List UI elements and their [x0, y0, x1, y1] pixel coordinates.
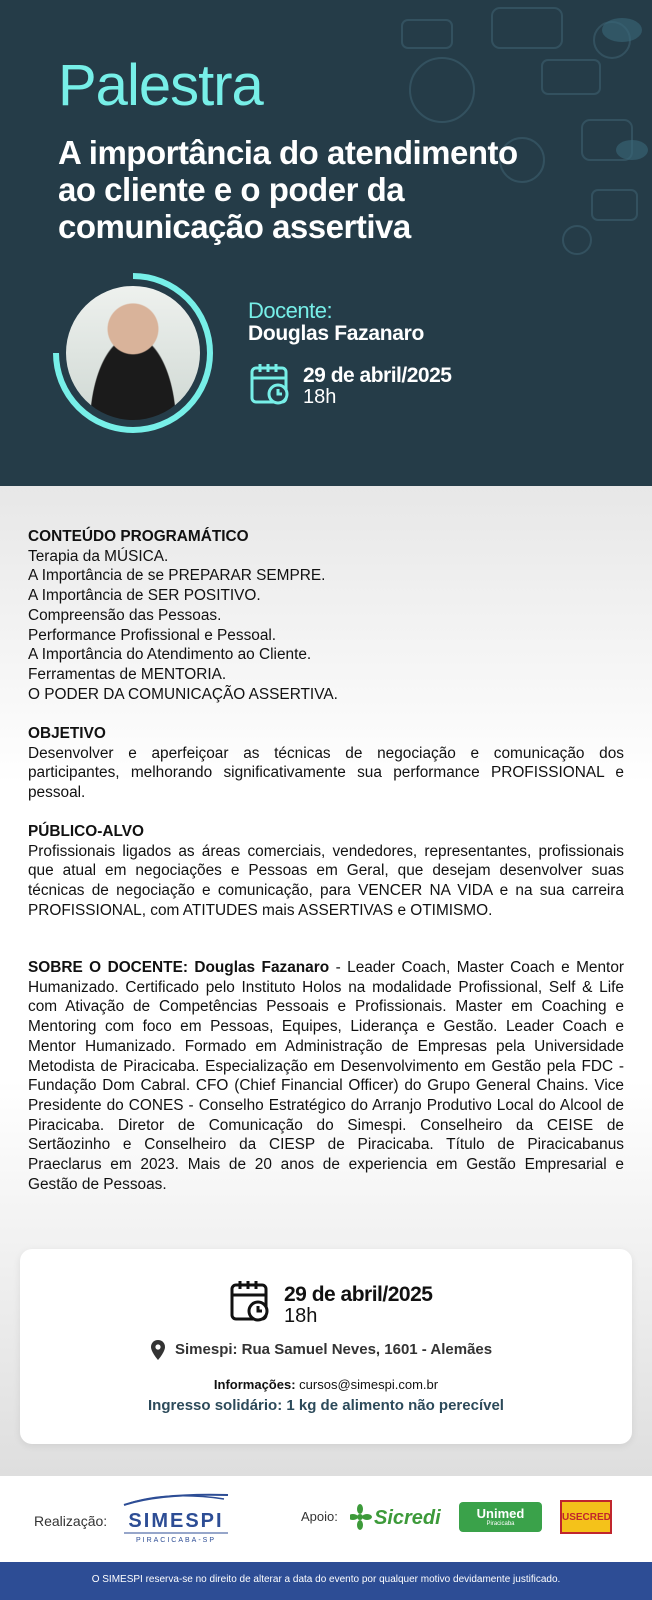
unimed-sub: Piracicaba	[486, 1521, 515, 1527]
section-title: OBJETIVO	[28, 725, 106, 742]
docente-name: Douglas Fazanaro	[248, 322, 425, 345]
header-banner	[0, 0, 652, 486]
apoio-label: Apoio:	[301, 1509, 338, 1524]
section-title: CONTEÚDO PROGRAMÁTICO	[28, 528, 249, 545]
event-time: 18h	[303, 386, 337, 408]
list-item: A Importância de se PREPARAR SEMPRE.	[28, 567, 326, 585]
usecred-logo	[560, 1500, 612, 1534]
publico-section	[28, 822, 624, 921]
section-text: - Leader Coach, Master Coach e Mentor Humanizado. Certificado pelo Instituto Holos na modalidade Profissional, Self & Life com Ativação de Competências Pessoais e Profissionais. Master em Coaching e Mentoring com foco em Pessoas, Equipes, Liderança e Gestão. Leader Coach e Mentor Humanizado. Formado em Administração de Empresas pela Universidade Metodista de Piracicaba. Especialização em Desenvolvimento em Gestão pela FDC - Fundação Dom Cabral. CFO (Chief Financial Officer) do Grupo General Chains. Vice Presidente do CONES - Conselho Estratégico do Arranjo Produtivo Local do Alcool de Piracicaba. Diretor de Comunicação do Simespi. Conselheiro da CEISE de Sertãozinho e Conselheiro da CIESP de Piracicaba. Título de Piracicabanus Praeclarus em 2023. Mais de 20 anos de experiencia em Gestão Empresarial e Gestão de Pessoas.	[28, 959, 624, 1193]
title-line: comunicação assertiva	[58, 208, 411, 245]
unimed-logo	[459, 1502, 542, 1532]
sponsors-bar	[0, 1476, 652, 1562]
docente-label: Docente:	[248, 298, 333, 323]
info-contact	[20, 1377, 632, 1392]
title-line: ao cliente e o poder da	[58, 171, 405, 208]
simespi-sub: PIRACICABA-SP	[135, 1537, 217, 1544]
usecred-name: USECRED	[562, 1512, 611, 1523]
section-title: PÚBLICO-ALVO	[28, 823, 144, 840]
objetivo-section	[28, 724, 624, 803]
speaker-photo	[52, 272, 214, 434]
simespi-swoosh-icon	[120, 1491, 232, 1545]
sicredi-name: Sicredi	[374, 1507, 441, 1529]
event-info-card	[20, 1249, 632, 1444]
list-item: Compreensão das Pessoas.	[28, 606, 222, 624]
card-date: 29 de abril/2025	[284, 1283, 433, 1306]
event-address: Simespi: Rua Samuel Neves, 1601 - Alemães	[175, 1341, 493, 1358]
list-item: Performance Profissional e Pessoal.	[28, 626, 277, 644]
section-title: SOBRE O DOCENTE: Douglas Fazanaro	[28, 959, 330, 976]
event-title	[58, 134, 578, 245]
list-item: Terapia da MÚSICA.	[28, 547, 169, 565]
calendar-clock-icon	[250, 362, 290, 406]
title-line: A importância do atendimento	[58, 134, 518, 171]
list-item: A Importância do Atendimento ao Cliente.	[28, 646, 312, 664]
ingresso-note: Ingresso solidário: 1 kg de alimento não perecível	[148, 1397, 504, 1414]
info-email-link[interactable]: cursos@simespi.com.br	[299, 1377, 439, 1392]
card-time: 18h	[284, 1305, 318, 1327]
sicredi-logo	[350, 1500, 442, 1534]
section-text: Profissionais ligados as áreas comerciais, vendedores, representantes, profissionais que atual em negociações e Pessoas em Geral, que desejam desenvolver suas técnicas de negociação e comunicação, para VENCER NA VIDA e na sua carreira PROFISSIONAL, com ATITUDES mais ASSERTIVAS e OTIMISMO.	[28, 842, 624, 919]
speaker-avatar	[66, 286, 200, 420]
event-date: 29 de abril/2025	[303, 364, 452, 387]
list-item: O PODER DA COMUNICAÇÃO ASSERTIVA.	[28, 685, 338, 703]
calendar-clock-icon	[230, 1279, 270, 1323]
simespi-name: SIMESPI	[128, 1510, 224, 1532]
sobre-section	[28, 958, 624, 1194]
list-item: Ferramentas de MENTORIA.	[28, 665, 227, 683]
footer-bar	[0, 1562, 652, 1600]
simespi-logo	[120, 1491, 232, 1545]
footer-disclaimer: O SIMESPI reserva-se no direito de alterar a data do evento por qualquer motivo devidamente justificado.	[91, 1574, 561, 1585]
unimed-name: Unimed	[476, 1506, 525, 1521]
event-type: Palestra	[58, 53, 263, 118]
info-label: Informações:	[213, 1377, 296, 1392]
realizacao-label: Realização:	[34, 1513, 108, 1529]
location-pin-icon	[151, 1340, 165, 1360]
section-text: Desenvolver e aperfeiçoar as técnicas de negociação e comunicação dos participantes, melhorando significativamente sua performance PROFISSIONAL e pessoal.	[28, 744, 624, 802]
list-item: A Importância de SER POSITIVO.	[28, 587, 261, 605]
conteudo-section	[28, 527, 624, 704]
